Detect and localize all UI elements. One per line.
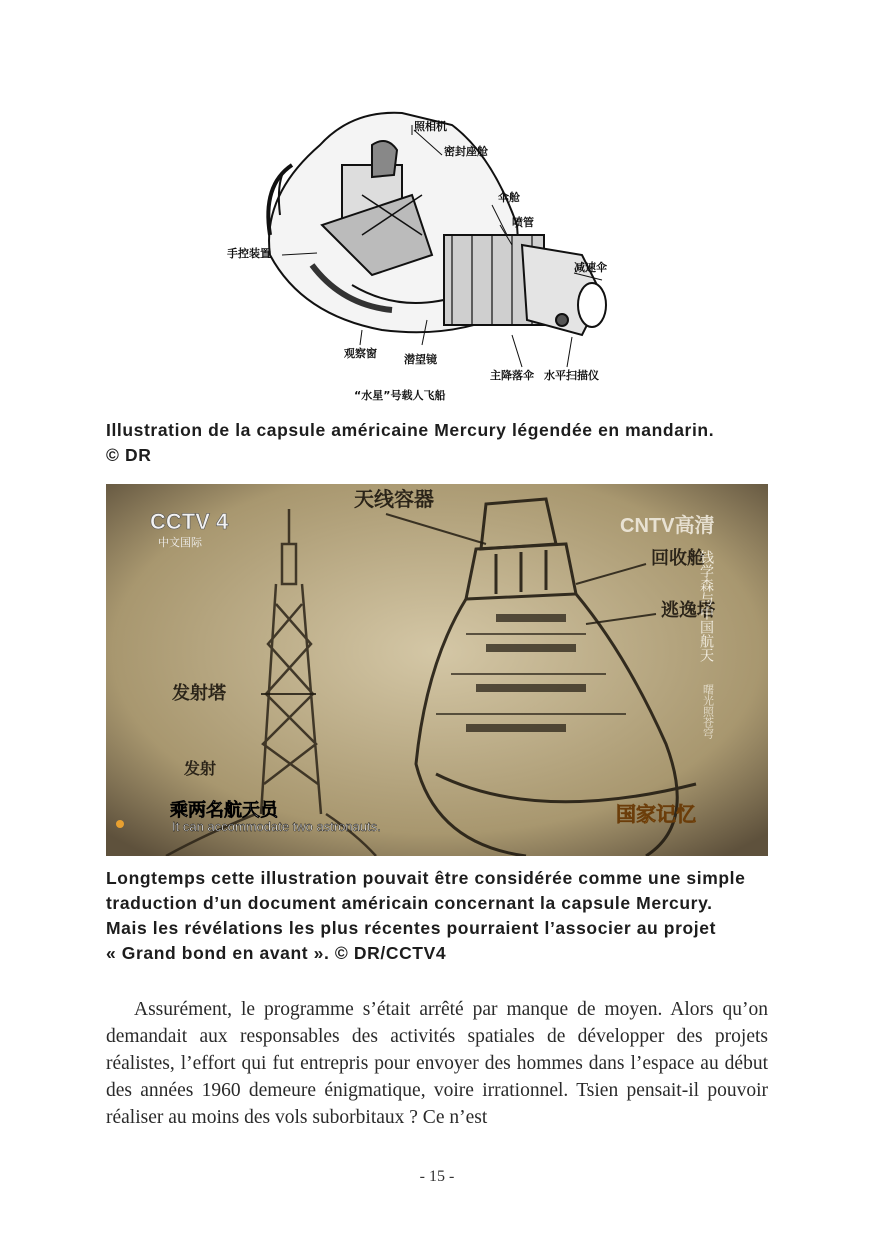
- broadcast-dot-icon: [116, 820, 124, 828]
- label-manual-control: 手控装置: [227, 247, 271, 260]
- label-parachute-cabin: 伞舱: [498, 191, 520, 204]
- cctv4-documentary-frame: [106, 484, 768, 856]
- caption2-line: Mais les révélations les plus récentes pourraient l’associer au projet: [106, 918, 717, 938]
- caption-figure1: [106, 418, 768, 468]
- caption-figure2: [106, 866, 768, 966]
- sketch-label-recovery: 回收舱: [651, 548, 705, 569]
- caption1-line1: Illustration de la capsule américaine Mercury légendée en mandarin.: [106, 420, 715, 440]
- program-subtitle: 曙光照苍穹: [701, 684, 715, 739]
- caption2-line: « Grand bond en avant ». © DR/CCTV4: [106, 943, 447, 963]
- cctv4-logo: CCTV 4: [150, 509, 229, 534]
- sketch-label-escape: 逃逸塔: [661, 600, 715, 621]
- body-text: [106, 996, 768, 1131]
- capsule-drawing: [268, 113, 606, 335]
- cntv-watermark: CNTV高清: [620, 515, 715, 537]
- figure1-title: “水星”号载人飞船: [354, 389, 446, 402]
- body-paragraph: Assurément, le programme s’était arrêté par manque de moyen. Alors qu’on demandait aux responsables des activités spatiales de développer des projets réalistes, l’effort qui fut entrepris pour envoyer des hommes dans l’espace au début des années 1960 demeure énigmatique, voire irrationnel. Tsien pensait-il pouvoir réaliser au moins des vols suborbitaux ? Ce n’est: [106, 999, 768, 1128]
- caption2-line: Longtemps cette illustration pouvait être considérée comme une simple: [106, 868, 746, 888]
- label-main-chute: 主降落伞: [490, 369, 534, 382]
- page-number: - 15 -: [419, 1168, 455, 1185]
- subtitle-chinese: 乘两名航天员: [170, 800, 278, 821]
- cctv4-sublabel: 中文国际: [158, 536, 202, 549]
- label-deceleration-chute: 减速伞: [574, 261, 607, 274]
- sketch-label-tower: 发射塔: [172, 683, 226, 704]
- label-camera: 照相机: [414, 120, 447, 133]
- label-nozzle: 喷管: [512, 216, 534, 229]
- label-sealed-cabin: 密封座舱: [444, 145, 488, 158]
- label-periscope: 潜望镜: [404, 353, 437, 366]
- caption1-credit: © DR: [106, 445, 152, 465]
- mercury-capsule-illustration: [222, 105, 642, 405]
- sketch-label-antenna: 天线容器: [354, 487, 434, 511]
- subtitle-english: It can accommodate two astronauts.: [172, 819, 381, 834]
- program-title: 钱学森与中国航天: [698, 550, 714, 662]
- label-observation-window: 观察窗: [344, 347, 377, 360]
- label-horizon-scanner: 水平扫描仪: [544, 369, 599, 382]
- sketch-label-base: 发射: [184, 759, 217, 778]
- series-logo: 国家记忆: [616, 802, 696, 826]
- caption2-line: traduction d’un document américain concernant la capsule Mercury.: [106, 893, 713, 913]
